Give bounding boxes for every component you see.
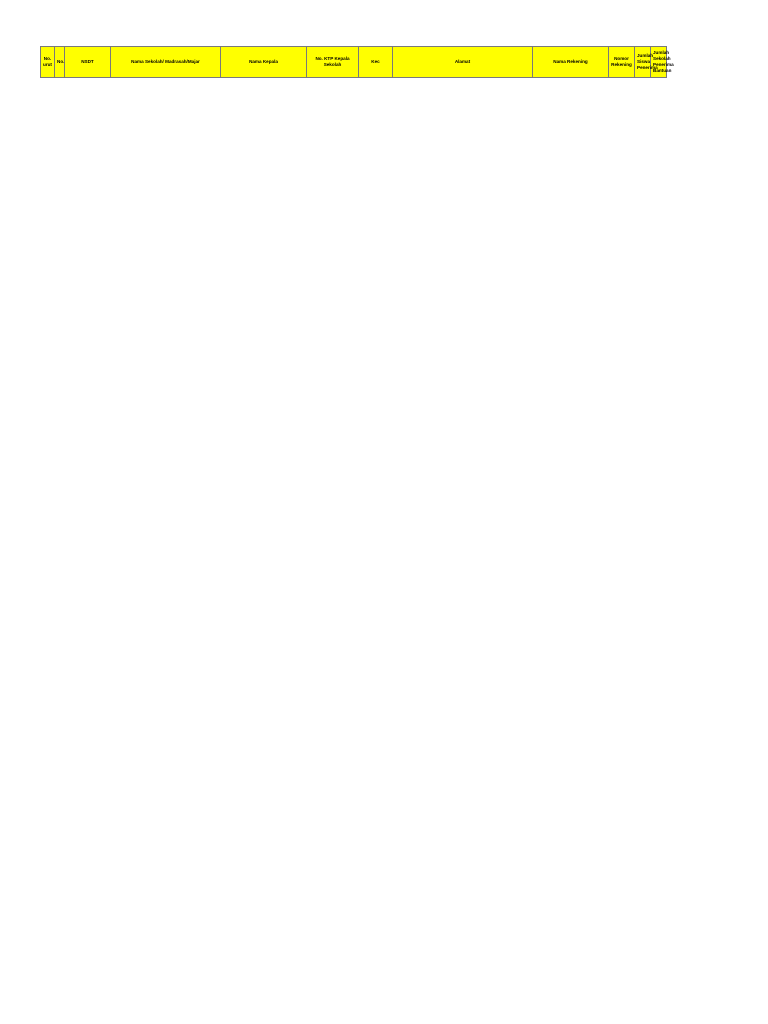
col-header-jumlah-sekolah: Jumlah Sekolah Penerima Bantuan [651, 47, 667, 78]
col-header-nama-kepala: Nama Kepala [221, 47, 307, 78]
header-row [41, 47, 667, 78]
col-header-nama-rekening: Nama Rekening [533, 47, 609, 78]
col-header-no: No. [55, 47, 65, 78]
col-header-kec: Kec [359, 47, 393, 78]
table-section-1 [40, 46, 674, 78]
recipient-table [40, 46, 674, 78]
col-header-jumlah-siswa: Jumlah Siswa Penerima [635, 47, 651, 78]
col-header-no-urut: No. urut [41, 47, 55, 78]
col-header-ktp: No. KTP Kepala Sekolah [307, 47, 359, 78]
col-header-alamat: Alamat [393, 47, 533, 78]
col-header-nomor-rekening: Nomor Rekening [609, 47, 635, 78]
col-header-nsdt: NSDT [65, 47, 111, 78]
col-header-nama-sekolah: Nama Sekolah/ Madrasah/Majar [111, 47, 221, 78]
